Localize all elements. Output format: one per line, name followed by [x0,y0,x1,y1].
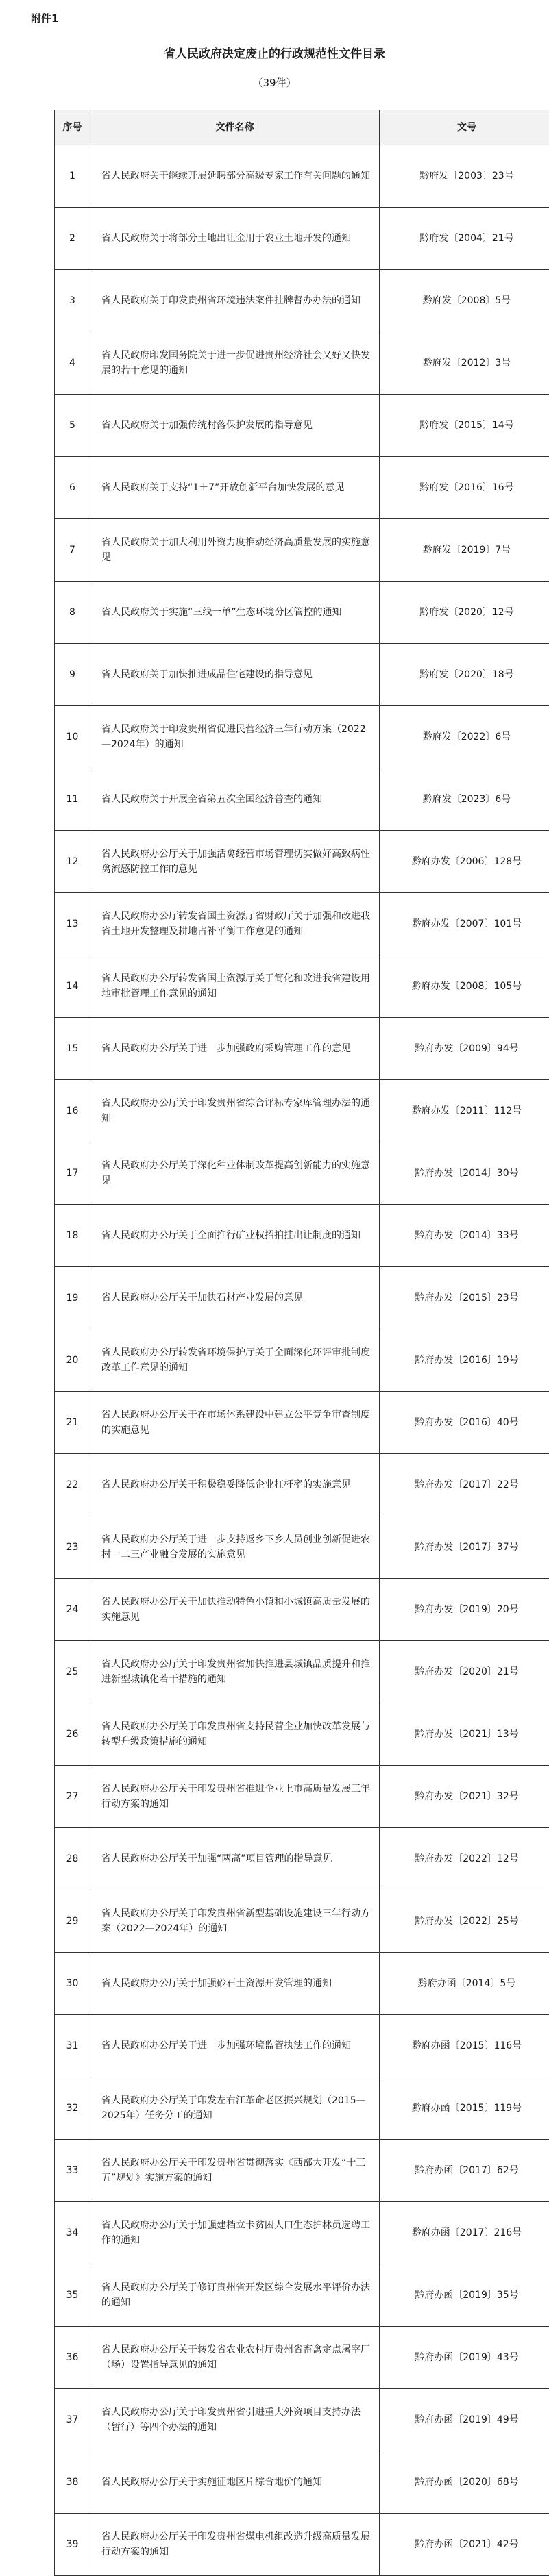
row-file-name: 省人民政府办公厅关于在市场体系建设中建立公平竞争审查制度的实施意见 [90,1392,380,1454]
row-number: 14 [55,955,90,1018]
row-document-number: 黔府办发〔2014〕33号 [380,1205,549,1267]
header-number: 序号 [55,110,90,145]
document-count: （39件） [0,75,549,90]
row-file-name: 省人民政府办公厅关于修订贵州省开发区综合发展水平评价办法的通知 [90,2264,380,2327]
row-number: 3 [55,270,90,332]
table-row [55,457,549,519]
row-file-name: 省人民政府办公厅关于印发贵州省引进重大外资项目支持办法（暂行）等四个办法的通知 [90,2389,380,2451]
row-document-number: 黔府办发〔2014〕30号 [380,1142,549,1205]
table-row [55,2389,549,2451]
row-number: 8 [55,582,90,644]
row-file-name: 省人民政府办公厅关于进一步加强政府采购管理工作的意见 [90,1018,380,1080]
table-row [55,1641,549,1703]
row-document-number: 黔府办函〔2019〕43号 [380,2327,549,2389]
row-document-number: 黔府办发〔2021〕13号 [380,1703,549,1766]
table-row [55,208,549,270]
row-number: 35 [55,2264,90,2327]
row-file-name: 省人民政府关于加强传统村落保护发展的指导意见 [90,395,380,457]
table-row [55,2140,549,2202]
row-number: 39 [55,2514,90,2576]
row-number: 10 [55,706,90,768]
row-document-number: 黔府办函〔2019〕35号 [380,2264,549,2327]
table-row [55,831,549,893]
row-file-name: 省人民政府办公厅关于进一步支持返乡下乡人员创业创新促进农村一二三产业融合发展的实施意见 [90,1516,380,1579]
row-file-name: 省人民政府办公厅关于印发左右江革命老区振兴规划（2015—2025年）任务分工的通知 [90,2077,380,2140]
row-file-name: 省人民政府办公厅关于进一步加强环境监管执法工作的通知 [90,2015,380,2077]
table-row [55,519,549,582]
row-document-number: 黔府办发〔2006〕128号 [380,831,549,893]
row-number: 31 [55,2015,90,2077]
row-file-name: 省人民政府办公厅转发省环境保护厅关于全面深化环评审批制度改革工作意见的通知 [90,1329,380,1392]
row-document-number: 黔府办函〔2019〕49号 [380,2389,549,2451]
row-number: 20 [55,1329,90,1392]
table-row [55,2264,549,2327]
table-row [55,2451,549,2514]
row-file-name: 省人民政府关于印发贵州省环境违法案件挂牌督办办法的通知 [90,270,380,332]
row-number: 6 [55,457,90,519]
row-document-number: 黔府办发〔2017〕22号 [380,1454,549,1516]
table-row [55,1142,549,1205]
table-row [55,332,549,395]
row-document-number: 黔府办函〔2015〕116号 [380,2015,549,2077]
row-file-name: 省人民政府办公厅关于印发贵州省加快推进县城镇品质提升和推进新型城镇化若干措施的通知 [90,1641,380,1703]
table-row [55,1516,549,1579]
row-file-name: 省人民政府办公厅关于加强砂石土资源开发管理的通知 [90,1953,380,2015]
row-document-number: 黔府办函〔2017〕62号 [380,2140,549,2202]
row-number: 4 [55,332,90,395]
row-number: 18 [55,1205,90,1267]
row-document-number: 黔府办发〔2019〕20号 [380,1579,549,1641]
row-number: 5 [55,395,90,457]
row-number: 9 [55,644,90,706]
row-document-number: 黔府发〔2020〕12号 [380,582,549,644]
row-file-name: 省人民政府办公厅转发省国土资源厅关于简化和改进我省建设用地审批管理工作意见的通知 [90,955,380,1018]
row-number: 38 [55,2451,90,2514]
row-file-name: 省人民政府办公厅关于印发贵州省贯彻落实《西部大开发“十三五”规划》实施方案的通知 [90,2140,380,2202]
table-row [55,1205,549,1267]
row-document-number: 黔府办函〔2015〕119号 [380,2077,549,2140]
row-file-name: 省人民政府办公厅关于加快推动特色小镇和小城镇高质量发展的实施意见 [90,1579,380,1641]
row-file-name: 省人民政府办公厅关于印发贵州省综合评标专家库管理办法的通知 [90,1080,380,1142]
table-row [55,1080,549,1142]
row-number: 22 [55,1454,90,1516]
row-document-number: 黔府发〔2012〕3号 [380,332,549,395]
row-file-name: 省人民政府办公厅关于加强“两高”项目管理的指导意见 [90,1828,380,1890]
header-file-name: 文件名称 [90,110,380,145]
row-file-name: 省人民政府办公厅关于印发贵州省支持民营企业加快改革发展与转型升级政策措施的通知 [90,1703,380,1766]
row-document-number: 黔府办函〔2017〕216号 [380,2202,549,2264]
row-file-name: 省人民政府关于加大利用外资力度推动经济高质量发展的实施意见 [90,519,380,582]
row-number: 17 [55,1142,90,1205]
row-document-number: 黔府办函〔2020〕68号 [380,2451,549,2514]
row-file-name: 省人民政府关于开展全省第五次全国经济普查的通知 [90,768,380,831]
document-catalog-table [54,110,549,2576]
row-number: 19 [55,1267,90,1329]
table-row [55,2015,549,2077]
table-row [55,2514,549,2576]
row-document-number: 黔府发〔2016〕16号 [380,457,549,519]
table-row [55,706,549,768]
row-file-name: 省人民政府办公厅关于加快石材产业发展的意见 [90,1267,380,1329]
row-file-name: 省人民政府关于加快推进成品住宅建设的指导意见 [90,644,380,706]
table-row [55,1828,549,1890]
row-document-number: 黔府办发〔2011〕112号 [380,1080,549,1142]
table-row [55,1703,549,1766]
row-number: 32 [55,2077,90,2140]
row-number: 36 [55,2327,90,2389]
table-row [55,2077,549,2140]
row-document-number: 黔府办发〔2016〕19号 [380,1329,549,1392]
row-document-number: 黔府发〔2004〕21号 [380,208,549,270]
attachment-label: 附件1 [31,11,58,25]
table-row [55,893,549,955]
row-number: 2 [55,208,90,270]
row-document-number: 黔府发〔2003〕23号 [380,145,549,208]
row-file-name: 省人民政府办公厅关于实施征地区片综合地价的通知 [90,2451,380,2514]
row-document-number: 黔府办发〔2020〕21号 [380,1641,549,1703]
table-row [55,270,549,332]
table-row [55,1579,549,1641]
row-document-number: 黔府发〔2022〕6号 [380,706,549,768]
row-number: 33 [55,2140,90,2202]
table-row [55,145,549,208]
row-document-number: 黔府发〔2023〕6号 [380,768,549,831]
table-row [55,582,549,644]
table-row [55,2202,549,2264]
table-body [55,145,549,2576]
header-document-number: 文号 [380,110,549,145]
row-file-name: 省人民政府办公厅关于印发贵州省新型基础设施建设三年行动方案（2022—2024年）的通知 [90,1890,380,1953]
table-header-row [55,110,549,145]
row-number: 11 [55,768,90,831]
row-number: 16 [55,1080,90,1142]
table-row [55,1454,549,1516]
row-file-name: 省人民政府办公厅关于印发贵州省煤电机组改造升级高质量发展行动方案的通知 [90,2514,380,2576]
row-document-number: 黔府发〔2008〕5号 [380,270,549,332]
row-document-number: 黔府办发〔2017〕37号 [380,1516,549,1579]
row-file-name: 省人民政府办公厅转发省国土资源厅省财政厅关于加强和改进我省土地开发整理及耕地占补平衡工作意见的通知 [90,893,380,955]
row-number: 12 [55,831,90,893]
row-number: 37 [55,2389,90,2451]
row-document-number: 黔府办发〔2015〕23号 [380,1267,549,1329]
row-document-number: 黔府办函〔2014〕5号 [380,1953,549,2015]
row-number: 25 [55,1641,90,1703]
table-row [55,2327,549,2389]
row-document-number: 黔府发〔2019〕7号 [380,519,549,582]
table-row [55,768,549,831]
row-number: 15 [55,1018,90,1080]
table-row [55,1766,549,1828]
row-file-name: 省人民政府办公厅关于全面推行矿业权招拍挂出让制度的通知 [90,1205,380,1267]
row-document-number: 黔府办发〔2008〕105号 [380,955,549,1018]
row-file-name: 省人民政府办公厅关于转发省农业农村厅贵州省畜禽定点屠宰厂（场）设置指导意见的通知 [90,2327,380,2389]
row-file-name: 省人民政府办公厅关于积极稳妥降低企业杠杆率的实施意见 [90,1454,380,1516]
row-number: 21 [55,1392,90,1454]
row-file-name: 省人民政府办公厅关于深化种业体制改革提高创新能力的实施意见 [90,1142,380,1205]
table-row [55,1890,549,1953]
row-document-number: 黔府办函〔2021〕42号 [380,2514,549,2576]
row-number: 27 [55,1766,90,1828]
row-number: 30 [55,1953,90,2015]
row-document-number: 黔府办发〔2022〕25号 [380,1890,549,1953]
table-row [55,955,549,1018]
row-document-number: 黔府发〔2015〕14号 [380,395,549,457]
row-number: 24 [55,1579,90,1641]
row-document-number: 黔府发〔2020〕18号 [380,644,549,706]
row-number: 23 [55,1516,90,1579]
row-number: 28 [55,1828,90,1890]
row-number: 1 [55,145,90,208]
row-file-name: 省人民政府办公厅关于印发贵州省推进企业上市高质量发展三年行动方案的通知 [90,1766,380,1828]
row-number: 7 [55,519,90,582]
table-row [55,1018,549,1080]
row-file-name: 省人民政府关于继续开展延聘部分高级专家工作有关问题的通知 [90,145,380,208]
row-file-name: 省人民政府关于将部分土地出让金用于农业土地开发的通知 [90,208,380,270]
row-document-number: 黔府办发〔2007〕101号 [380,893,549,955]
table-row [55,1267,549,1329]
row-number: 29 [55,1890,90,1953]
row-number: 26 [55,1703,90,1766]
table-row [55,1953,549,2015]
row-file-name: 省人民政府办公厅关于加强建档立卡贫困人口生态护林员选聘工作的通知 [90,2202,380,2264]
document-title: 省人民政府决定废止的行政规范性文件目录 [0,44,549,61]
row-document-number: 黔府办发〔2009〕94号 [380,1018,549,1080]
table-row [55,644,549,706]
table-row [55,1392,549,1454]
row-number: 13 [55,893,90,955]
table-row [55,1329,549,1392]
row-number: 34 [55,2202,90,2264]
row-document-number: 黔府办发〔2022〕12号 [380,1828,549,1890]
row-file-name: 省人民政府关于支持“1＋7”开放创新平台加快发展的意见 [90,457,380,519]
row-file-name: 省人民政府办公厅关于加强活禽经营市场管理切实做好高致病性禽流感防控工作的意见 [90,831,380,893]
row-file-name: 省人民政府关于实施“三线一单”生态环境分区管控的通知 [90,582,380,644]
row-document-number: 黔府办发〔2021〕32号 [380,1766,549,1828]
row-file-name: 省人民政府关于印发贵州省促进民营经济三年行动方案（2022—2024年）的通知 [90,706,380,768]
row-document-number: 黔府办发〔2016〕40号 [380,1392,549,1454]
table-row [55,395,549,457]
row-file-name: 省人民政府印发国务院关于进一步促进贵州经济社会又好又快发展的若干意见的通知 [90,332,380,395]
